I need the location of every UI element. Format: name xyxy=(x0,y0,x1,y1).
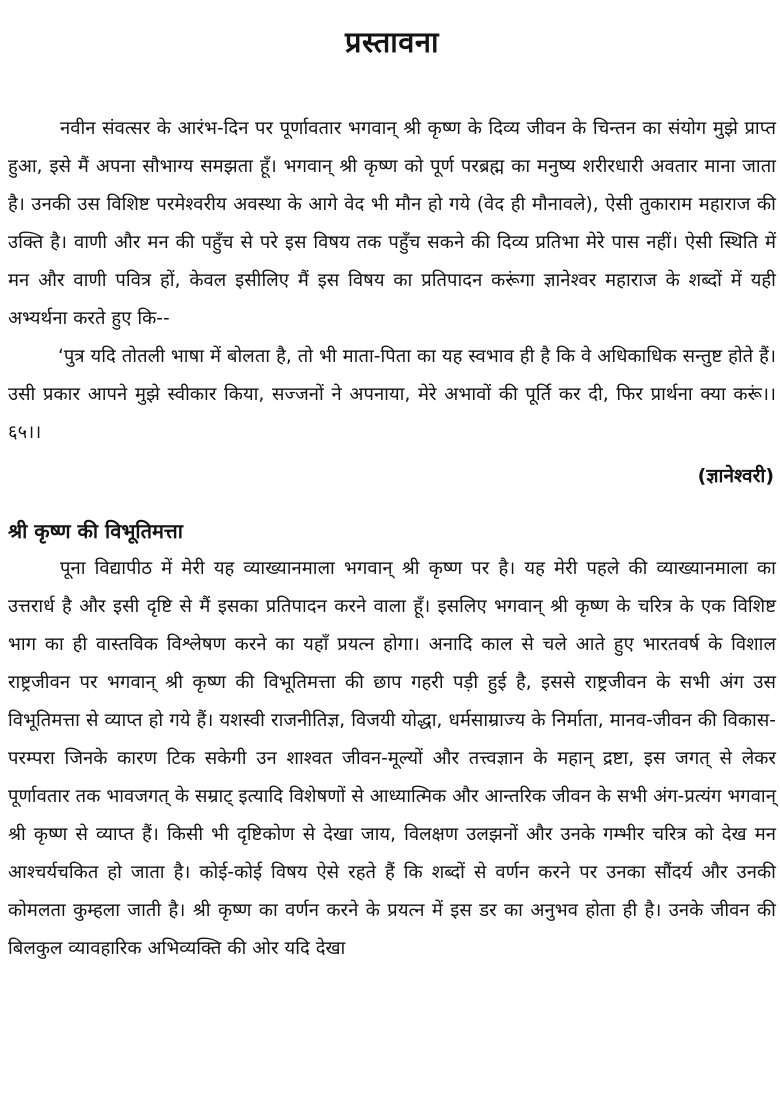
section-heading: श्री कृष्ण की विभूतिमत्ता xyxy=(8,519,183,543)
quote-paragraph: ‘पुत्र यदि तोतली भाषा में बोलता है, तो भी माता-पिता का यह स्वभाव ही है कि वे अधिकाधिक सन्तुष्ट होते हैं। उसी प्रकार आपने मुझे स्वीकार किया, सज्जनों ने अपनाया, मेरे अभावों की पूर्ति कर दी, फिर प्रार्थना क्या करूं।। ६५।। xyxy=(8,346,776,443)
body-paragraph: पूना विद्यापीठ में मेरी यह व्याख्यानमाला भगवान् श्री कृष्ण पर है। यह मेरी पहले की व्याख्यानमाला का उत्तरार्ध है और इसी दृष्टि से मैं इसका प्रतिपादन करने वाला हूँ। इसलिए भगवान् श्री कृष्ण के चरित्र के एक विशिष्ट भाग का ही वास्तविक विश्लेषण करने का यहाँ प्रयत्न होगा। अनादि काल से चले आते हुए भारतवर्ष के विशाल राष्ट्रजीवन पर भगवान् श्री कृष्ण की विभूतिमत्ता की छाप गहरी पड़ी हुई है, इससे राष्ट्रजीवन के सभी अंग उस विभूतिमत्ता से व्याप्त हो गये हैं। यशस्वी राजनीतिज्ञ, विजयी योद्धा, धर्मसाम्राज्य के निर्माता, मानव-जीवन की विकास-परम्परा जिनके कारण टिक सकेगी उन शाश्वत जीवन-मूल्यों और तत्त्वज्ञान के महान् द्रष्टा, इस जगत् से लेकर पूर्णावतार तक भावजगत् के सम्राट् इत्यादि विशेषणों से आध्यात्मिक और आन्तरिक जीवन के सभी अंग-प्रत्यंग भगवान् श्री कृष्ण से व्याप्त हैं। किसी भी दृष्टिकोण से देखा जाय, विलक्षण उलझनों और उनके गम्भीर चरित्र को देख मन आश्चर्यचकित हो जाता है। कोई-कोई विषय ऐसे रहते हैं कि शब्दों से वर्णन करने पर उनका सौंदर्य और उनकी कोमलता कुम्हला जाती है। श्री कृष्ण का वर्णन करने के प्रयत्न में इस डर का अनुभव होता ही है। उनके जीवन की बिलकुल व्यावहारिक अभिव्यक्ति की ओर यदि देखा xyxy=(8,558,776,959)
page-title: प्रस्तावना xyxy=(344,25,440,59)
intro-paragraph: नवीन संवत्सर के आरंभ-दिन पर पूर्णावतार भगवान् श्री कृष्ण के दिव्य जीवन के चिन्तन का संयोग मुझे प्राप्त हुआ, इसे मैं अपना सौभाग्य समझता हूँ। भगवान् श्री कृष्ण को पूर्ण परब्रह्म का मनुष्य शरीरधारी अवतार माना जाता है। उनकी उस विशिष्ट परमेश्वरीय अवस्था के आगे वेद भी मौन हो गये (वेद ही मौनावले), ऐसी तुकाराम महाराज की उक्ति है। वाणी और मन की पहुँच से परे इस विषय तक पहुँच सकने की दिव्य प्रतिभा मेरे पास नहीं। ऐसी स्थिति में मन और वाणी पवित्र हों, केवल इसीलिए मैं इस विषय का प्रतिपादन करूंगा ज्ञानेश्वर महाराज के शब्दों में यही अभ्यर्थना करते हुए कि-- xyxy=(8,118,776,329)
quote-attribution: (ज्ञानेश्वरी) xyxy=(697,465,774,487)
